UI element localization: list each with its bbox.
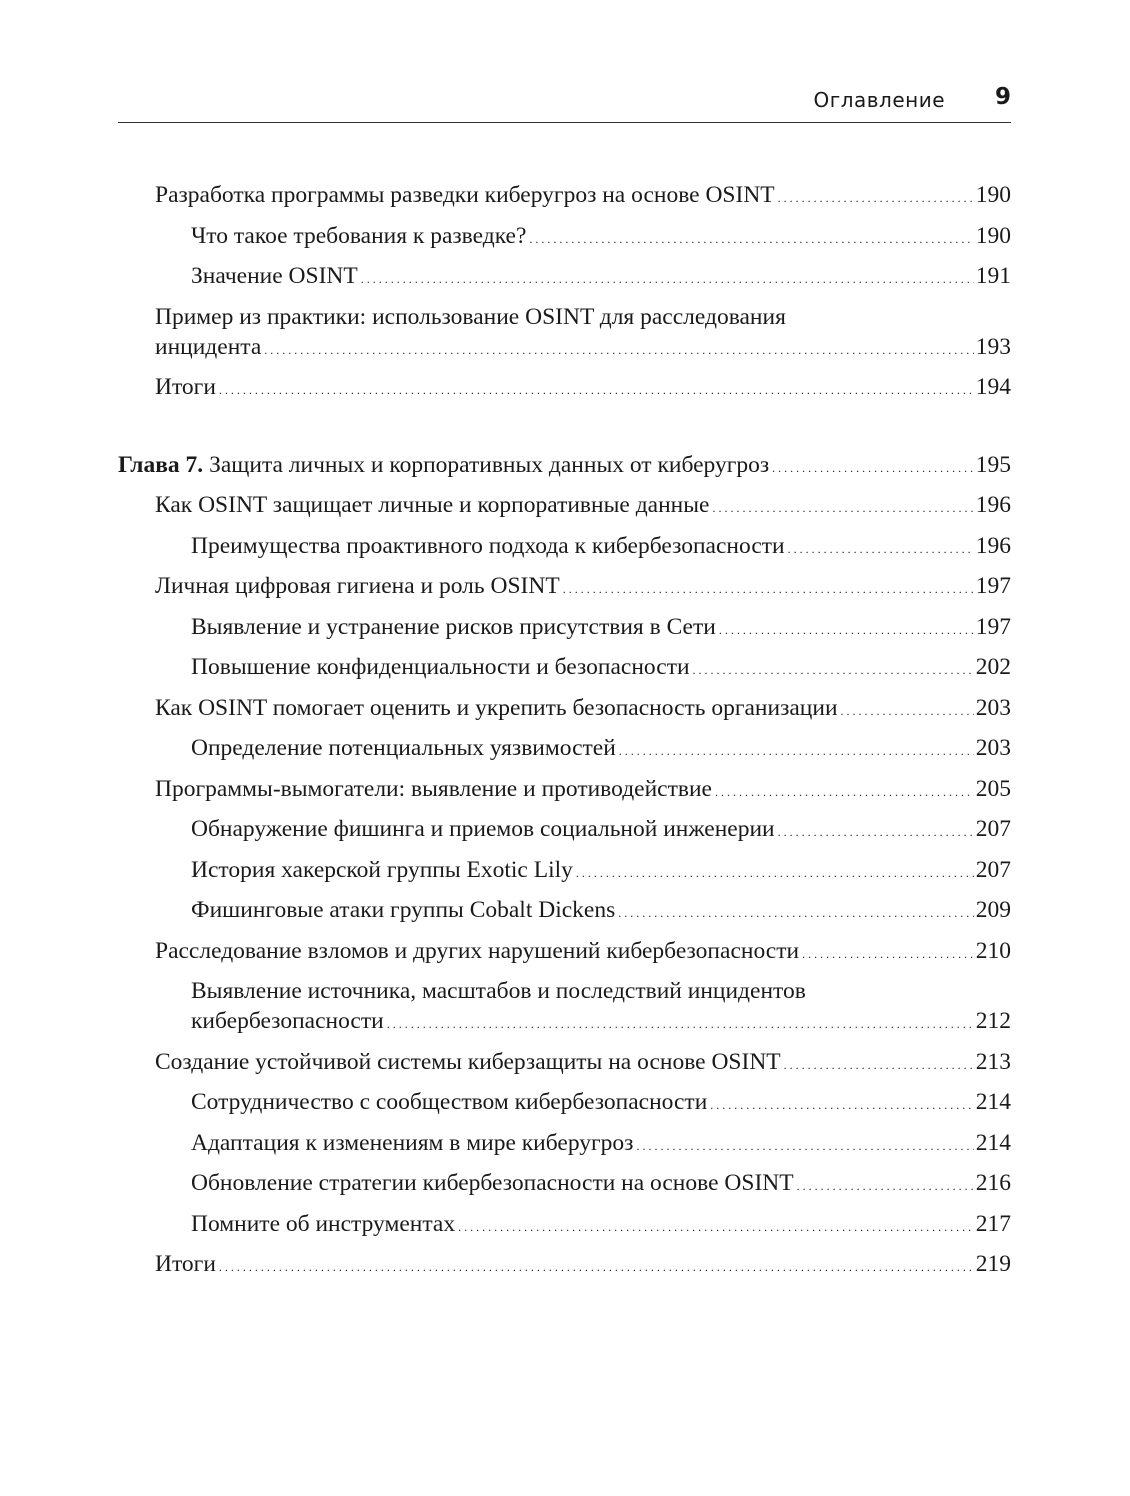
toc-entry-text: Что такое требования к разведке? (191, 222, 527, 249)
toc-entry[interactable] (118, 1047, 1011, 1080)
toc-entry-text: Защита личных и корпоративных данных от киберугроз (209, 451, 770, 478)
toc-entry-page-number: 214 (975, 1129, 1011, 1156)
toc-entry-page-number: 217 (975, 1210, 1011, 1237)
toc-entry-title (155, 1047, 974, 1080)
toc-entry[interactable] (118, 652, 1011, 685)
toc-entry-line (191, 1128, 1011, 1161)
toc-entry[interactable] (118, 814, 1011, 847)
chapter-label: Глава 7. (118, 451, 204, 478)
toc-entry-text: Личная цифровая гигиена и роль OSINT (155, 573, 560, 599)
toc-entry-line (118, 450, 1011, 483)
toc-entry-line (191, 814, 1011, 847)
toc-entry-line (155, 774, 1011, 807)
toc-entry-page-number: 191 (975, 263, 1011, 289)
toc-entry-page-number: 197 (975, 613, 1011, 640)
toc-entry-text: Как OSINT защищает личные и корпоративные данные (155, 492, 710, 518)
toc-entry-line (191, 652, 1011, 685)
toc-entry-line (155, 332, 1011, 365)
toc-entry-page-number: 196 (975, 532, 1011, 559)
toc-entry-page-number: 203 (975, 735, 1011, 761)
toc-entry-title (191, 612, 974, 645)
toc-entry[interactable] (118, 1209, 1011, 1242)
toc-entry[interactable] (118, 936, 1011, 969)
toc-entry-text: Выявление и устранение рисков присутствия в Сети (191, 613, 716, 640)
toc-entry-line (191, 612, 1011, 645)
toc-entry-page-number: 207 (975, 816, 1011, 842)
toc-entry[interactable] (118, 976, 1011, 1039)
toc-entry[interactable] (118, 855, 1011, 888)
toc-entry-line (155, 1249, 1011, 1282)
toc-entry-text: История хакерской группы Exotic Lily (191, 856, 573, 883)
toc-entry-page-number: 190 (975, 182, 1011, 208)
toc-entry-line (191, 1209, 1011, 1242)
toc-entry[interactable] (118, 372, 1011, 405)
toc-entry-first-line: Выявление источника, масштабов и последствий инцидентов (191, 978, 806, 1004)
toc-entry-title (155, 936, 974, 969)
toc-entry[interactable] (118, 1128, 1011, 1161)
chapter-gap (118, 413, 1011, 450)
toc-entry-title (191, 895, 974, 928)
toc-entry-line (191, 1006, 1011, 1039)
toc-entry[interactable] (118, 221, 1011, 254)
toc-entry-page-number: 214 (975, 1089, 1011, 1115)
toc-entry-page-number: 213 (975, 1048, 1011, 1075)
toc-entry-line (155, 180, 1011, 213)
running-header-title: Оглавление (813, 88, 945, 112)
toc-entry-page-number: 210 (975, 937, 1011, 964)
toc-entry-line (155, 936, 1011, 969)
toc-entry-text: Итоги (155, 374, 216, 400)
toc-entry-line (155, 490, 1011, 523)
toc-entry[interactable] (118, 531, 1011, 564)
toc-entry-text: Сотрудничество с сообществом кибербезопасности (191, 1089, 708, 1115)
toc-entry-text: Определение потенциальных уязвимостей (191, 735, 616, 761)
toc-entry-text: Адаптация к изменениям в мире киберугроз (191, 1129, 634, 1156)
toc-entry-text: Как OSINT помогает оценить и укрепить безопасность организации (155, 694, 838, 721)
toc-entry-title (155, 571, 974, 604)
toc-entry-line (191, 261, 1011, 294)
toc-entry-line (191, 1087, 1011, 1120)
toc-entry-page-number: 202 (975, 654, 1011, 680)
toc-entry-title (155, 332, 974, 365)
toc-entry-title (191, 814, 974, 847)
toc-entry-line (191, 855, 1011, 888)
toc-chapter-entry[interactable] (118, 450, 1011, 483)
toc-entry-title (118, 450, 974, 483)
toc-entry-page-number: 195 (975, 451, 1011, 478)
toc-entry-text: Фишинговые атаки группы Cobalt Dickens (191, 897, 616, 923)
toc-entry-page-number: 203 (975, 694, 1011, 721)
toc-entry[interactable] (118, 571, 1011, 604)
toc-entry-title (191, 531, 974, 564)
page-number: 9 (994, 84, 1011, 110)
toc-entry-title (191, 855, 974, 888)
toc-entry-page-number: 205 (975, 775, 1011, 802)
toc-entry-title (191, 652, 974, 685)
toc-entry-page-number: 190 (975, 222, 1011, 249)
toc-entry-line (191, 733, 1011, 766)
toc-entry[interactable] (118, 1087, 1011, 1120)
toc-entry-title (191, 1087, 974, 1120)
toc-entry-title (155, 693, 974, 726)
toc-entry[interactable] (118, 1249, 1011, 1282)
toc-entry-text: Обновление стратегии кибербезопасности на основе OSINT (191, 1170, 794, 1196)
toc-entry[interactable] (118, 180, 1011, 213)
toc-entry-page-number: 212 (975, 1008, 1011, 1034)
toc-entry[interactable] (118, 302, 1011, 365)
toc-entry-title (155, 490, 974, 523)
toc-entry-first-line: Пример из практики: использование OSINT для расследования (155, 303, 786, 330)
toc-entry-line (155, 1047, 1011, 1080)
toc-entry-line (191, 895, 1011, 928)
toc-entry-text: Программы-вымогатели: выявление и противодействие (155, 775, 712, 802)
toc-entry-page-number: 207 (975, 856, 1011, 883)
toc-entry-line (155, 372, 1011, 405)
toc-entry-page-number: 216 (975, 1170, 1011, 1196)
toc-entry-text: Расследование взломов и других нарушений кибербезопасности (155, 937, 800, 964)
toc-entry-page-number: 197 (975, 573, 1011, 599)
toc-entry-line (155, 571, 1011, 604)
toc-entry-title (155, 774, 974, 807)
toc-entry-page-number: 196 (975, 492, 1011, 518)
toc-entry[interactable] (118, 490, 1011, 523)
toc-entry-title (155, 180, 974, 213)
toc-entry-text: Итоги (155, 1251, 216, 1277)
toc-entry-line (191, 221, 1011, 254)
toc-entry-title (155, 372, 974, 405)
toc-entry[interactable] (118, 693, 1011, 726)
toc-entry-title (191, 1128, 974, 1161)
toc-entry[interactable] (118, 895, 1011, 928)
toc-entry-text: кибербезопасности (191, 1008, 384, 1034)
toc-entry-line (155, 693, 1011, 726)
toc-entry-title (191, 221, 974, 254)
toc-entry-page-number: 193 (975, 333, 1011, 360)
toc-entry[interactable] (118, 733, 1011, 766)
toc-entry-title (191, 1168, 974, 1201)
toc-entry-line (191, 1168, 1011, 1201)
toc-entry-title (191, 1209, 974, 1242)
toc-entry-line (191, 531, 1011, 564)
toc-entry-title (191, 733, 974, 766)
toc-entry-text: Обнаружение фишинга и приемов социальной инженерии (191, 816, 775, 842)
toc-entry-text: Преимущества проактивного подхода к кибербезопасности (191, 532, 785, 559)
toc-entry-title (155, 1249, 974, 1282)
running-header (118, 82, 1011, 123)
toc-entry-text: инцидента (155, 333, 262, 360)
toc-entry-text: Помните об инструментах (191, 1210, 456, 1237)
toc-entry-page-number: 194 (975, 374, 1011, 400)
toc-entry-title (191, 1006, 974, 1039)
toc-entry-page-number: 219 (975, 1251, 1011, 1277)
table-of-contents (118, 180, 1011, 1290)
toc-entry[interactable] (118, 1168, 1011, 1201)
toc-entry-title (191, 261, 974, 294)
toc-entry-text: Значение OSINT (191, 263, 358, 289)
toc-entry[interactable] (118, 612, 1011, 645)
toc-entry-page-number: 209 (975, 897, 1011, 923)
toc-entry-text: Разработка программы разведки киберугроз на основе OSINT (155, 182, 775, 208)
toc-entry-text: Повышение конфиденциальности и безопасности (191, 654, 690, 680)
toc-entry[interactable] (118, 774, 1011, 807)
toc-entry[interactable] (118, 261, 1011, 294)
toc-entry-text: Создание устойчивой системы киберзащиты на основе OSINT (155, 1048, 781, 1075)
